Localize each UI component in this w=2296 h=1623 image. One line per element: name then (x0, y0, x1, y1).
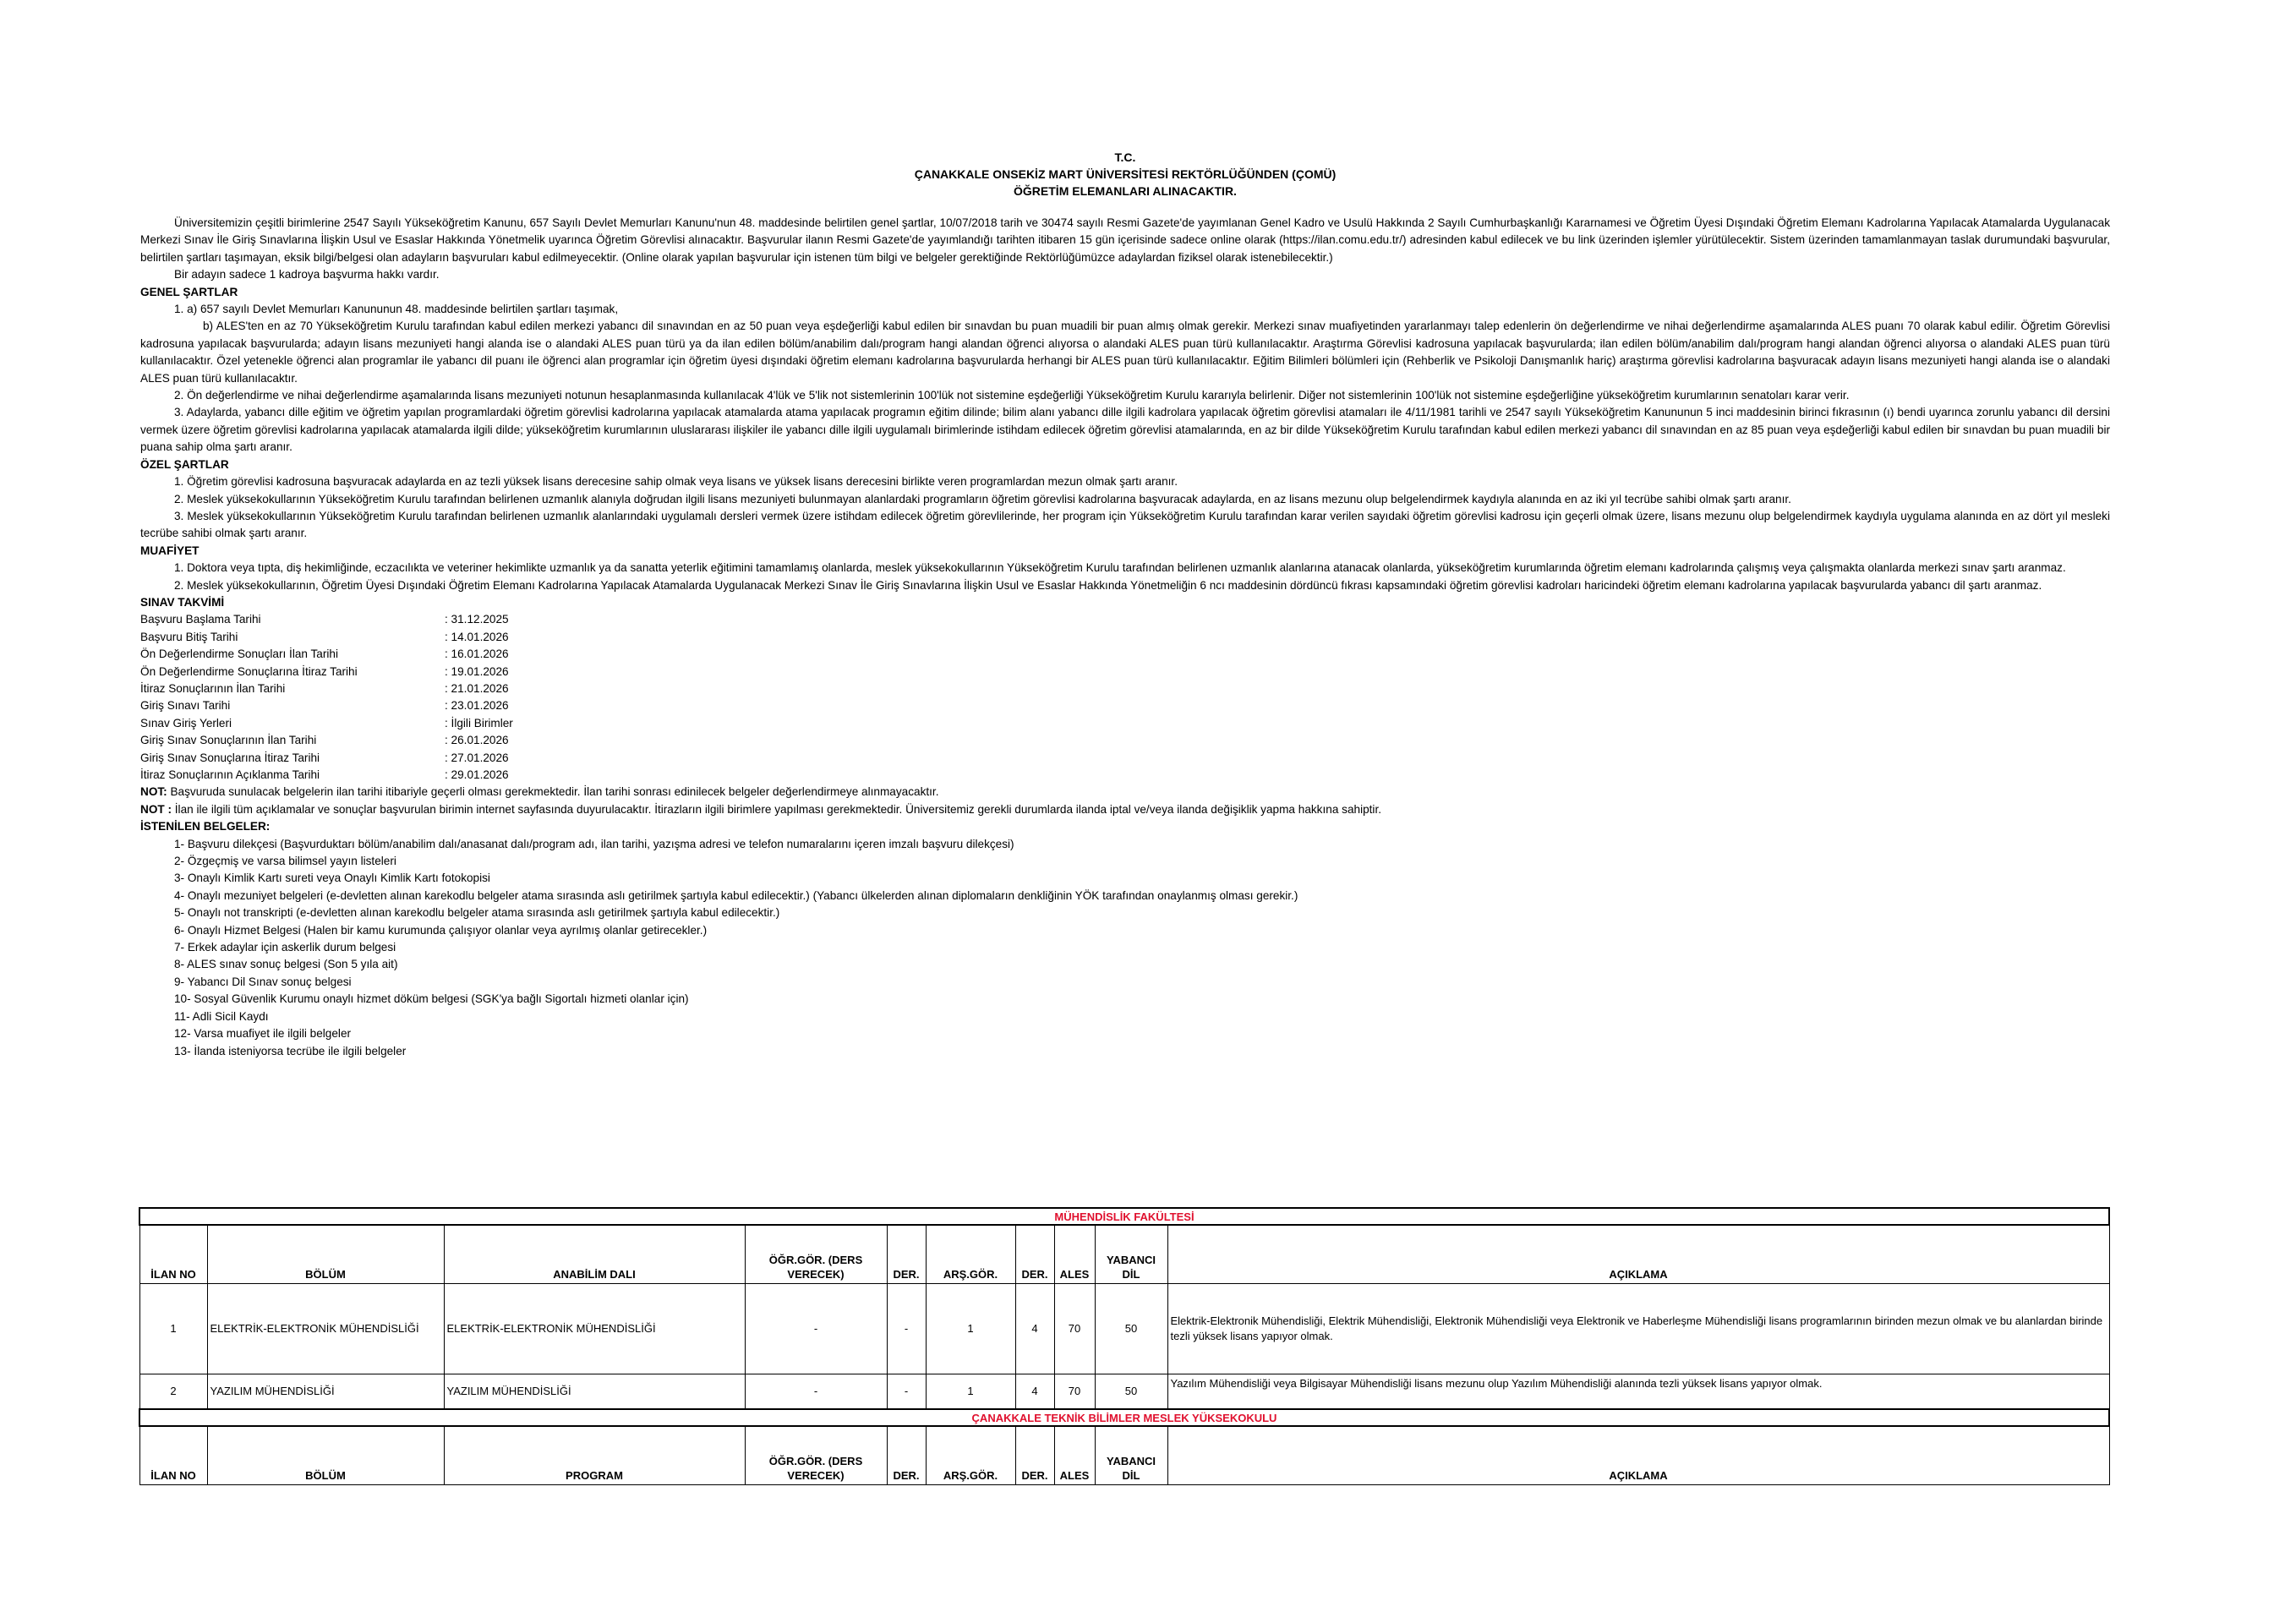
schedule-row (140, 629, 2110, 646)
table-cell-der2: 4 (1015, 1374, 1054, 1410)
column-header: YABANCI DİL (1095, 1225, 1167, 1284)
schedule-label: Ön Değerlendirme Sonuçları İlan Tarihi (140, 648, 338, 661)
schedule-value: : 14.01.2026 (445, 630, 509, 643)
note-2 (140, 801, 2110, 818)
column-header: BÖLÜM (207, 1225, 444, 1284)
column-header: İLAN NO (139, 1426, 207, 1485)
column-header: ARŞ.GÖR. (926, 1426, 1015, 1485)
list-item: 5- Onaylı not transkripti (e-devletten alınan karekodlu belgeler atama sırasında aslı getirilmek şartıyla kabul edilecektir.) (174, 906, 780, 920)
note-1 (140, 784, 2110, 801)
genel-item-1a: 1. a) 657 sayılı Devlet Memurları Kanununun 48. maddesinde belirtilen şartları taşımak, (174, 303, 619, 316)
schedule-value: : 31.12.2025 (445, 613, 509, 626)
schedule-row (140, 611, 2110, 628)
document-body (140, 149, 2110, 1060)
table-cell-der1: - (887, 1284, 926, 1374)
ozel-item-1: 1. Öğretim görevlisi kadrosuna başvuracak adaylarda en az tezli yüksek lisans derecesine sahip olmak veya lisans ve yüksek lisans derecesini birlikte veren programlardan mezun olmak şartı aranır. (174, 475, 1178, 489)
table-cell-der1: - (887, 1374, 926, 1410)
table-cell-ars: 1 (926, 1374, 1015, 1410)
column-header: ÖĞR.GÖR. (DERS VERECEK) (745, 1225, 887, 1284)
schedule-label: Sınav Giriş Yerleri (140, 716, 232, 730)
schedule-row (140, 697, 2110, 714)
table-cell-bolum: YAZILIM MÜHENDİSLİĞİ (207, 1374, 444, 1410)
list-item: 6- Onaylı Hizmet Belgesi (Halen bir kamu kurumunda çalışıyor olanlar veya ayrılmış olanlar getirecekler.) (174, 923, 708, 937)
schedule-value: : 21.01.2026 (445, 681, 509, 695)
section-title-myo: ÇANAKKALE TEKNİK BİLİMLER MESLEK YÜKSEKOKULU (139, 1409, 2109, 1426)
table-cell-ales: 70 (1054, 1284, 1095, 1374)
column-header: AÇIKLAMA (1167, 1225, 2109, 1284)
column-header: ÖĞR.GÖR. (DERS VERECEK) (745, 1426, 887, 1485)
intro-single-post-note: Bir adayın sadece 1 kadroya başvurma hakkı vardır. (174, 268, 440, 281)
table-cell-no: 1 (139, 1284, 207, 1374)
schedule-row (140, 732, 2110, 749)
schedule-row (140, 646, 2110, 663)
table-cell-der2: 4 (1015, 1284, 1054, 1374)
table-cell-dal: YAZILIM MÜHENDİSLİĞİ (444, 1374, 745, 1410)
muafiyet-item-2: 2. Meslek yüksekokullarının, Öğretim Üyesi Dışındaki Öğretim Elemanı Kadrolarına Yapılacak Atamalarda Uygulanacak Merkezi Sınav İle Giriş Sınavlarına İlişkin Usul ve Esaslar Hakkında Yönetmeliğin 6 ncı maddesinin dördüncü fıkrası kapsamındaki öğretim görevlisi kadroları haricindeki öğretim elemanı kadrolarına yapılacak başvurularda yabancı dil şartı aranmaz. (174, 578, 2042, 592)
schedule-value: : 23.01.2026 (445, 699, 509, 713)
schedule-label: Giriş Sınavı Tarihi (140, 699, 231, 713)
positions-tables (139, 1207, 2110, 1485)
schedule-label: Giriş Sınav Sonuçlarına İtiraz Tarihi (140, 751, 320, 764)
list-item: 8- ALES sınav sonuç belgesi (Son 5 yıla ait) (174, 958, 398, 971)
table-cell-no: 2 (139, 1374, 207, 1410)
schedule-row (140, 715, 2110, 732)
list-item: 4- Onaylı mezuniyet belgeleri (e-devletten alınan karekodlu belgeler atama sırasında aslı getirilmek şartıyla kabul edilecektir.) (Yabancı ülkelerden alınan diplomaların denkliğinin YÖK tarafından onaylanmış olması gerekir.) (174, 888, 1298, 902)
schedule-value: : 16.01.2026 (445, 648, 509, 661)
section-title-muhendislik: MÜHENDİSLİK FAKÜLTESİ (139, 1208, 2109, 1225)
belgeler-list (140, 836, 2110, 1060)
table-cell-ogr: - (745, 1374, 887, 1410)
belgeler-heading: İSTENİLEN BELGELER: (140, 820, 271, 833)
table-cell-dil: 50 (1095, 1284, 1167, 1374)
schedule-label: Ön Değerlendirme Sonuçlarına İtiraz Tarihi (140, 664, 358, 678)
genel-item-3: 3. Adaylarda, yabancı dille eğitim ve öğretim yapılan programlardaki öğretim görevlisi kadrolarına yapılacak atamalarda atama yapılacak programın eğitim dilinde; bilim alanı yabancı dille ilgili kadrolara yapılacak öğretim görevlisi atamaları ile 4/11/1981 tarihli ve 2547 sayılı Yükseköğretim Kanununun 5 inci maddesinin birinci fıkrasının (ı) bendi uyarınca zorunlu yabancı dil dersini vermek üzere öğretim görevlisi kadrolarına yapılacak atamalarda ilgili dilde; yükseköğretim kurumlarının uluslararası ilişkiler ile yabancı dille ilgili uygulamalı birimlerinde istihdam edilecek öğretim görevlisi atamalarında, en az bir dilde Yükseköğretim Kurulu tarafından kabul edilen merkezi yabancı dil sınavından en az 85 puan veya eşdeğerliği kabul edilen bir sınavdan bu puan muadili bir puana sahip olma şartı aranır. (140, 406, 2110, 454)
column-header: ALES (1054, 1426, 1095, 1485)
list-item: 9- Yabancı Dil Sınav sonuç belgesi (174, 975, 352, 988)
table-cell-aciklama: Yazılım Mühendisliği veya Bilgisayar Mühendisliği lisans mezunu olup Yazılım Mühendisliği alanında tezli yüksek lisans yapıyor olmak. (1167, 1374, 2109, 1410)
schedule-value: : 27.01.2026 (445, 751, 509, 764)
header-university: ÇANAKKALE ONSEKİZ MART ÜNİVERSİTESİ REKTÖRLÜĞÜNDEN (ÇOMÜ) (914, 167, 1337, 181)
column-header: PROGRAM (444, 1426, 745, 1485)
table-header-row (139, 1426, 2109, 1485)
table-cell-ars: 1 (926, 1284, 1015, 1374)
table-cell-dal: ELEKTRİK-ELEKTRONİK MÜHENDİSLİĞİ (444, 1284, 745, 1374)
ozel-item-2: 2. Meslek yüksekokullarının Yükseköğretim Kurulu tarafından belirlenen uzmanlık alanıyla doğrudan ilgili lisans mezuniyeti bulunmayan alanlardaki programların öğretim görevlisi kadrolarına başvuracak adaylarda, en az lisans mezunu olup belgelendirmek kaydıyla alanında en az iki yıl tecrübe sahibi olmak şartı aranır. (174, 492, 1791, 505)
schedule-row (140, 664, 2110, 680)
schedule-row (140, 680, 2110, 697)
column-header: DER. (1015, 1426, 1054, 1485)
schedule-label: Giriş Sınav Sonuçlarının İlan Tarihi (140, 734, 317, 747)
list-item: 3- Onaylı Kimlik Kartı sureti veya Onaylı Kimlik Kartı fotokopisi (174, 872, 490, 885)
ozel-sartlar-heading: ÖZEL ŞARTLAR (140, 457, 229, 471)
schedule-value: : 19.01.2026 (445, 664, 509, 678)
intro-paragraph: Üniversitemizin çeşitli birimlerine 2547 Sayılı Yükseköğretim Kanunu, 657 Sayılı Devlet Memurları Kanunu'nun 48. maddesinde belirtilen genel şartlar, 10/07/2018 tarih ve 30474 sayılı Resmi Gazete'de yayımlanan Genel Kadro ve Usulü Hakkında 2 Sayılı Cumhurbaşkanlığı Kararnamesi ve Öğretim Üyesi Dışındaki Öğretim Elemanı Kadrolarına Yapılacak Atamalarda Uygulanacak Merkezi Sınav İle Giriş Sınavlarına İlişkin Usul ve Esaslar Hakkında Yönetmelik uyarınca Öğretim Görevlisi alınacaktır. Başvurular ilanın Resmi Gazete'de yayımlandığı tarihten itibaren 15 gün içerisinde sadece online olarak (https://ilan.comu.edu.tr/) adresinden kabul edilecek ve bu link üzerinden işlemler yürütülecektir. Sistem üzerinden tamamlanmayan taslak durumundaki başvurular, belirtilen şartları taşımayan, eksik bilgi/belgesi olan adayların başvuruları kabul edilmeyecektir. (Online olarak yapılan başvurular için istenen tüm bilgi ve belgeler gerektiğinde Rektörlüğümüzce adaylardan fiziksel olarak istenebilecektir.) (140, 216, 2110, 264)
table-row (139, 1374, 2109, 1410)
header-subtitle: ÖĞRETİM ELEMANLARI ALINACAKTIR. (1014, 184, 1237, 198)
header-tc: T.C. (1114, 150, 1136, 164)
muafiyet-item-1: 1. Doktora veya tıpta, diş hekimliğinde, eczacılıkta ve veteriner hekimlikte uzmanlık ya da sanatta yeterlik eğitimini tamamlamış olanlarda, meslek yüksekokullarının Yükseköğretim Kurulu tarafından belirlenen uzmanlık alanlarına atanacak olanlarda, yükseköğretim kurumlarında öğretim elemanı kadrolarında çalışmış veya çalışmakta olanlarda merkezi sınav şartı aranmaz. (174, 561, 2066, 575)
table-cell-dil: 50 (1095, 1374, 1167, 1410)
table-cell-bolum: ELEKTRİK-ELEKTRONİK MÜHENDİSLİĞİ (207, 1284, 444, 1374)
genel-sartlar-heading: GENEL ŞARTLAR (140, 285, 238, 298)
table-cell-aciklama: Elektrik-Elektronik Mühendisliği, Elektrik Mühendisliği, Elektronik Mühendisliği veya Elektronik ve Haberleşme Mühendisliği lisans programlarının birinden mezun olmak ve bu alanlardan birinde tezli yüksek lisans yapıyor olmak. (1167, 1284, 2109, 1374)
genel-item-1b: b) ALES'ten en az 70 Yükseköğretim Kurulu tarafından kabul edilen merkezi yabancı dil sınavından en az 50 puan veya eşdeğerliği kabul edilen bir sınavdan bu puan muadili bir puan almış olmak gerekir. Merkezi sınav muafiyetinden yararlanmayı talep edenlerin ön değerlendirme ve nihai değerlendirme aşamalarında ALES puanı 70 olarak kabul edilir. Öğretim Görevlisi kadrosuna yapılacak başvurularda; adayın lisans mezuniyeti hangi alanda ise o alandaki ALES puan türü ya da ilan edilen bölüm/anabilim dalı/program hangi alandan öğrenci alıyorsa o alandaki ALES puan türü kullanılacaktır. Araştırma Görevlisi kadrosuna yapılacak başvurularda; ilan edilen bölüm/anabilim dalı/program hangi alandan öğrenci alıyorsa o alandaki ALES puan türü kullanılacaktır. Özel yetenekle öğrenci alan programlar ile yabancı dil puanı ile öğrenci alan programlar için öğretim üyesi dışındaki öğretim elemanı kadrolarına başvurularda herhangi bir ALES puan türü kullanılacaktır. Eğitim Bilimleri bölümleri için (Rehberlik ve Psikoloji Danışmanlık hariç) araştırma görevlisi kadrolarına başvuracak adayın lisans mezuniyeti hangi alanda ise o alandaki ALES puan türü kullanılacaktır. (140, 320, 2110, 385)
column-header: DER. (1015, 1225, 1054, 1284)
genel-item-2: 2. Ön değerlendirme ve nihai değerlendirme aşamalarında lisans mezuniyeti notunun hesaplanmasında kullanılacak 4'lük ve 5'lik not sistemlerinin 100'lük not sistemine eşdeğerliği Yükseköğretim Kurulu kararıyla belirlenir. Diğer not sistemlerinin 100'lük not sistemine eşdeğerliğine yükseköğretim kurumlarının senatoları karar verir. (174, 389, 1850, 402)
schedule-row (140, 750, 2110, 767)
schedule-label: İtiraz Sonuçlarının İlan Tarihi (140, 681, 286, 695)
column-header: ANABİLİM DALI (444, 1225, 745, 1284)
table-muhendislik (139, 1207, 2110, 1485)
column-header: AÇIKLAMA (1167, 1426, 2109, 1485)
column-header: ARŞ.GÖR. (926, 1225, 1015, 1284)
table-row (139, 1284, 2109, 1374)
list-item: 10- Sosyal Güvenlik Kurumu onaylı hizmet döküm belgesi (SGK'ya bağlı Sigortalı hizmeti olanlar için) (174, 992, 689, 1006)
list-item: 11- Adli Sicil Kaydı (174, 1009, 269, 1023)
list-item: 7- Erkek adaylar için askerlik durum belgesi (174, 941, 396, 954)
note-1-label: NOT: (140, 785, 167, 799)
muafiyet-heading: MUAFİYET (140, 544, 200, 557)
list-item: 12- Varsa muafiyet ile ilgili belgeler (174, 1027, 352, 1041)
note-2-text: İlan ile ilgili tüm açıklamalar ve sonuçlar başvurulan birimin internet sayfasında duyurulacaktır. İtirazların ilgili birimlere yapılması gerekmektedir. Üniversitemiz gerekli durumlarda ilanda iptal ve/veya ilanda değişiklik yapma hakkına sahiptir. (172, 802, 1381, 816)
note-2-label: NOT : (140, 802, 172, 816)
list-item: 1- Başvuru dilekçesi (Başvurduktarı bölüm/anabilim dalı/anasanat dalı/program adı, ilan tarihi, yazışma adresi ve telefon numaralarını içeren imzalı başvuru dilekçesi) (174, 837, 1014, 850)
schedule-label: Başvuru Başlama Tarihi (140, 613, 261, 626)
schedule-list (140, 611, 2110, 784)
table-cell-ogr: - (745, 1284, 887, 1374)
schedule-row (140, 767, 2110, 784)
column-header: YABANCI DİL (1095, 1426, 1167, 1485)
list-item: 2- Özgeçmiş ve varsa bilimsel yayın listeleri (174, 855, 396, 868)
schedule-label: Başvuru Bitiş Tarihi (140, 630, 238, 643)
sinav-takvimi-heading: SINAV TAKVİMİ (140, 595, 225, 609)
column-header: ALES (1054, 1225, 1095, 1284)
list-item: 13- İlanda isteniyorsa tecrübe ile ilgili belgeler (174, 1044, 407, 1057)
column-header: DER. (887, 1225, 926, 1284)
ozel-item-3: 3. Meslek yüksekokullarının Yükseköğretim Kurulu tarafından belirlenen uzmanlık alanlarındaki uygulamalı dersleri vermek üzere istihdam edilecek öğretim görevlilerinde, her program için Yükseköğretim Kurulu tarafından karar verilen sayıdaki öğretim görevlisi kadrosu için geçerli olmak üzere, lisans mezunu olup belgelendirmek kaydıyla uygulama alanında en az dört yıl mesleki tecrübe sahibi olmak şartı aranır. (140, 509, 2110, 540)
table-cell-ales: 70 (1054, 1374, 1095, 1410)
schedule-value: : 29.01.2026 (445, 768, 509, 781)
schedule-value: : 26.01.2026 (445, 734, 509, 747)
column-header: BÖLÜM (207, 1426, 444, 1485)
column-header: DER. (887, 1426, 926, 1485)
schedule-value: : İlgili Birimler (445, 716, 513, 730)
schedule-label: İtiraz Sonuçlarının Açıklanma Tarihi (140, 768, 320, 781)
column-header: İLAN NO (139, 1225, 207, 1284)
note-1-text: Başvuruda sunulacak belgelerin ilan tarihi itibariyle geçerli olması gerekmektedir. İlan tarihi sonrası edinilecek belgeler değerlendirmeye alınmayacaktır. (167, 785, 939, 799)
table-header-row (139, 1225, 2109, 1284)
